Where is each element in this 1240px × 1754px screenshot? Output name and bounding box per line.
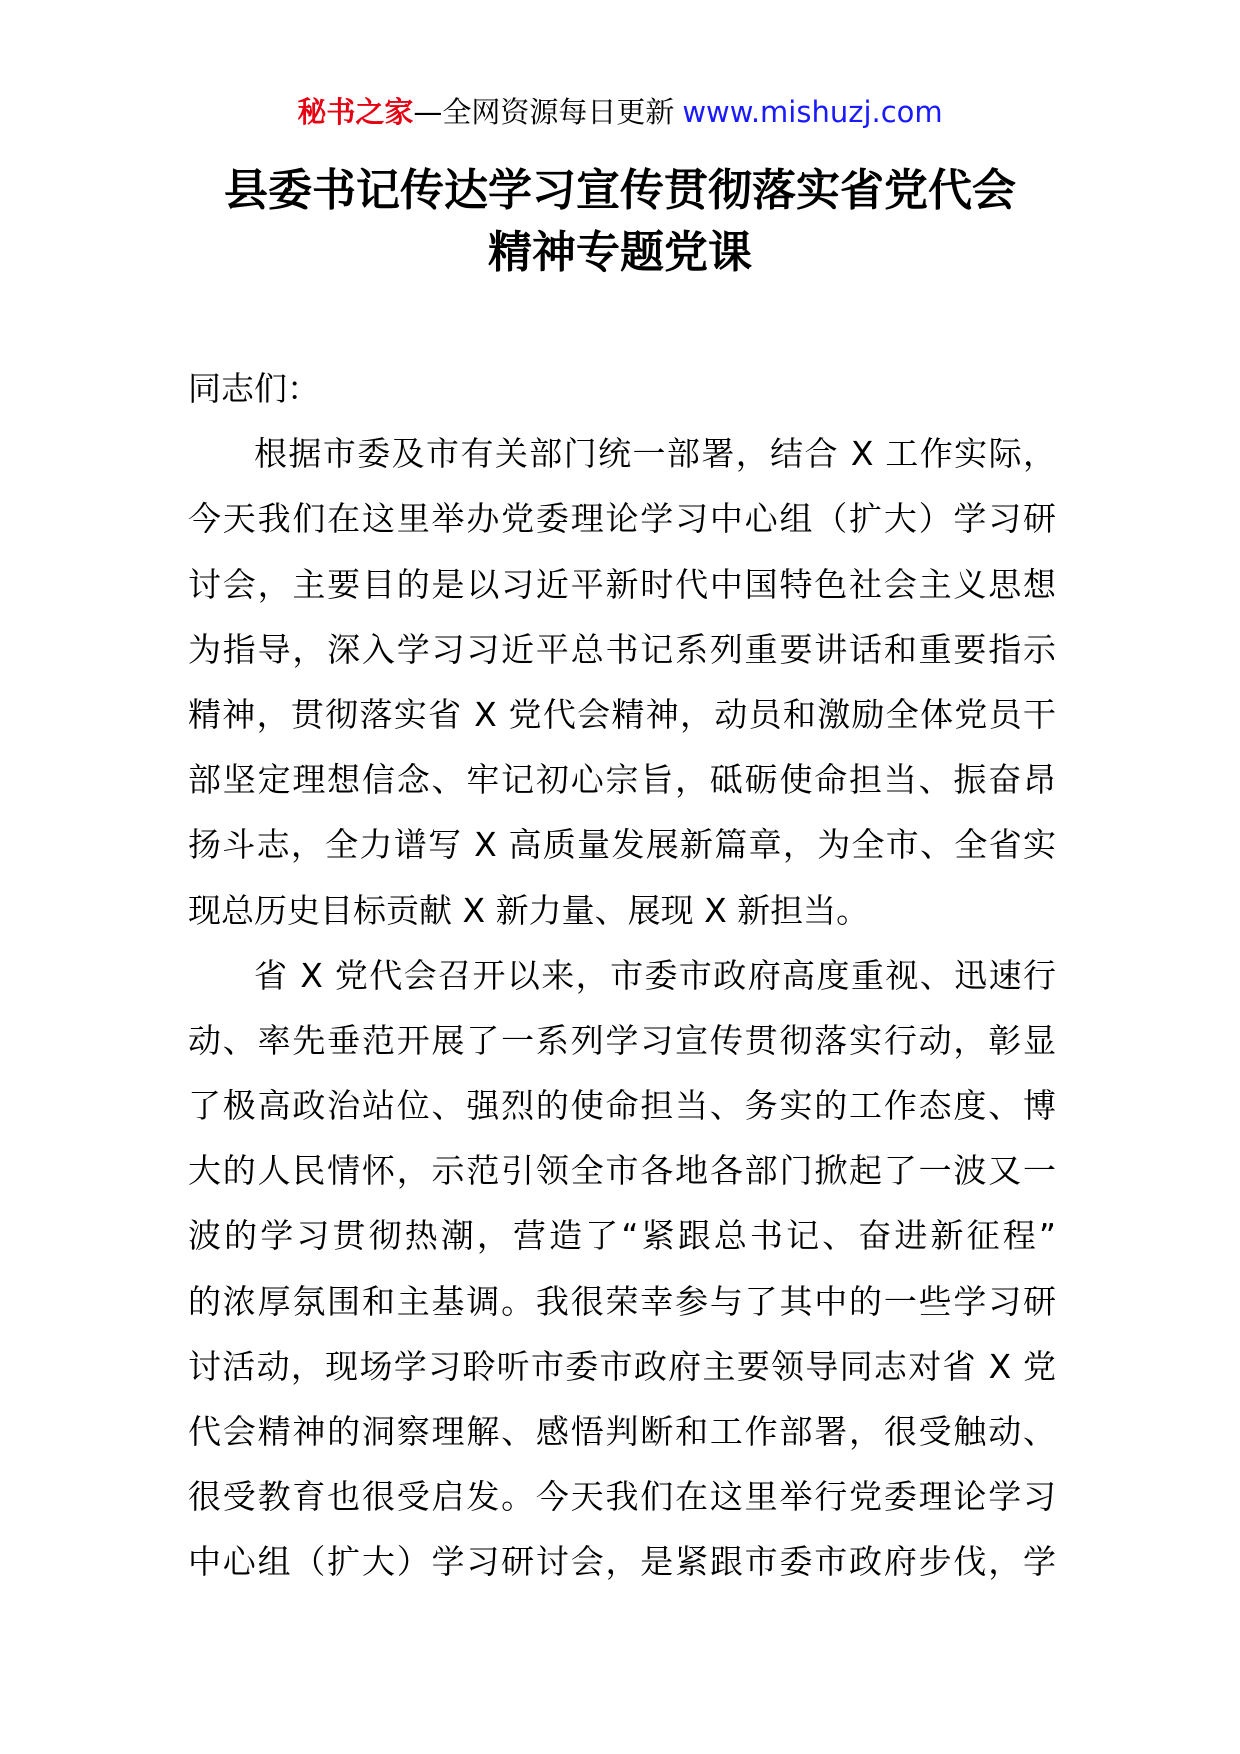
paragraph-line: 中心组（扩大）学习研讨会，是紧跟市委市政府步伐，学 xyxy=(188,1542,1056,1582)
banner-slogan: —全网资源每日更新 xyxy=(413,95,675,129)
paragraph-line: 根据市委及市有关部门统一部署，结合 X 工作实际， xyxy=(254,434,1056,474)
paragraph-line: 大的人民情怀，示范引领全市各地各部门掀起了一波又一 xyxy=(188,1151,1056,1191)
title-line-1: 县委书记传达学习宣传贯彻落实省党代会 xyxy=(224,165,1016,216)
paragraph-line: 为指导，深入学习习近平总书记系列重要讲话和重要指示 xyxy=(188,629,1056,669)
site-banner xyxy=(0,92,1240,132)
paragraph-line: 很受教育也很受启发。今天我们在这里举行党委理论学习 xyxy=(188,1477,1056,1517)
paragraph-line: 讨活动，现场学习聆听市委市政府主要领导同志对省 X 党 xyxy=(188,1346,1056,1386)
paragraph-line: 现总历史目标贡献 X 新力量、展现 X 新担当。 xyxy=(188,890,870,930)
document-title xyxy=(150,160,1090,284)
paragraph-line: 今天我们在这里举办党委理论学习中心组（扩大）学习研 xyxy=(188,499,1056,539)
paragraph-line: 讨会，主要目的是以习近平新时代中国特色社会主义思想 xyxy=(188,564,1056,604)
site-url-link[interactable]: www.mishuzj.com xyxy=(682,95,943,129)
paragraph-line: 部坚定理想信念、牢记初心宗旨，砥砺使命担当、振奋昂 xyxy=(188,760,1056,800)
paragraph-line: 的浓厚氛围和主基调。我很荣幸参与了其中的一些学习研 xyxy=(188,1281,1056,1321)
paragraph-line: 精神，贯彻落实省 X 党代会精神，动员和激励全体党员干 xyxy=(188,694,1056,734)
paragraph-line: 代会精神的洞察理解、感悟判断和工作部署，很受触动、 xyxy=(188,1412,1056,1451)
paragraph-1 xyxy=(188,421,1056,943)
paragraph-line: 扬斗志，全力谱写 X 高质量发展新篇章，为全市、全省实 xyxy=(188,825,1056,865)
paragraph-line: 波的学习贯彻热潮，营造了“紧跟总书记、奋进新征程” xyxy=(188,1216,1056,1256)
paragraph-line: 了极高政治站位、强烈的使命担当、务实的工作态度、博 xyxy=(188,1086,1056,1126)
paragraph-2 xyxy=(188,943,1056,1595)
paragraph-line: 动、率先垂范开展了一系列学习宣传贯彻落实行动，彰显 xyxy=(188,1020,1056,1060)
document-body xyxy=(188,356,1056,1595)
paragraph-line: 省 X 党代会召开以来，市委市政府高度重视、迅速行 xyxy=(254,955,1056,995)
greeting: 同志们： xyxy=(188,369,320,408)
brand-name: 秘书之家 xyxy=(297,95,414,129)
title-line-2: 精神专题党课 xyxy=(488,227,752,278)
